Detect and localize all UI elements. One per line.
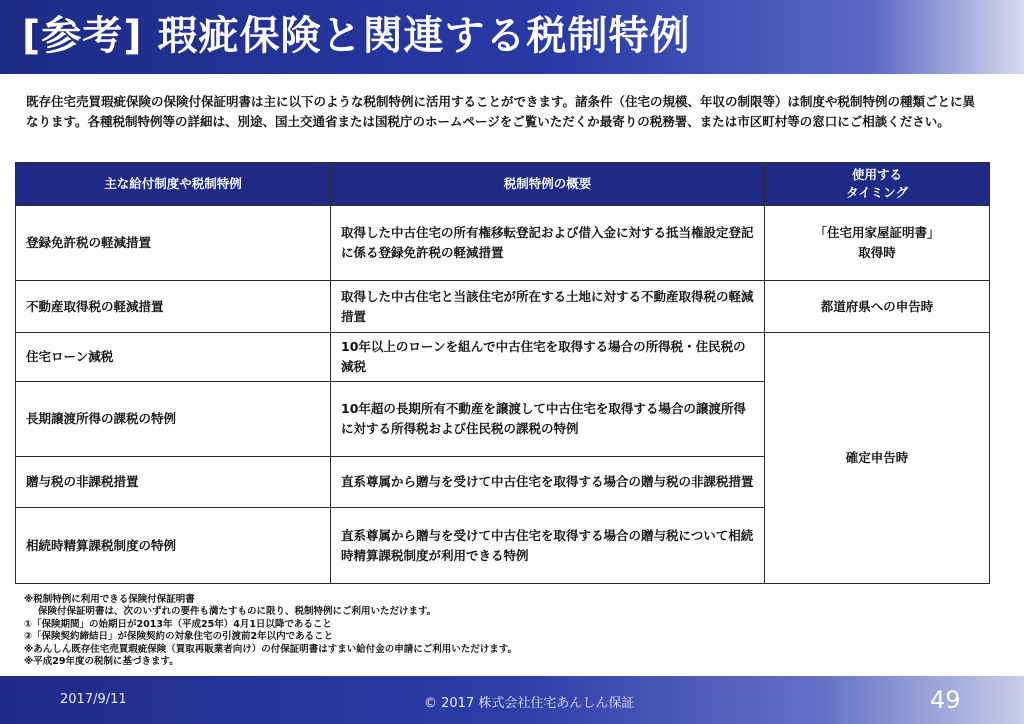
header-timing — [765, 163, 990, 206]
benefit-name: 登録免許税の軽減措置 — [16, 206, 331, 281]
benefit-summary: 10年超の長期所有不動産を譲渡して中古住宅を取得する場合の譲渡所得に対する所得税および住民税の課税の特例 — [331, 382, 765, 457]
benefit-name: 住宅ローン減税 — [16, 333, 331, 382]
timing-cell — [765, 206, 990, 281]
footer-bar — [0, 676, 1024, 724]
title-banner — [0, 0, 1024, 74]
note-line: ※税制特例に利用できる保険付保証明書 — [24, 594, 195, 605]
table-row — [16, 281, 990, 333]
footer-date: 2017/9/11 — [60, 692, 127, 707]
timing-cell-merged: 確定申告時 — [765, 333, 990, 584]
timing-cell: 都道府県への申告時 — [765, 281, 990, 333]
header-benefit: 主な給付制度や税制特例 — [16, 163, 331, 206]
note-line: ※平成29年度の税制に基づきます。 — [24, 656, 179, 668]
timing-line1: 「住宅用家屋証明書」 — [814, 225, 940, 240]
benefit-name: 不動産取得税の軽減措置 — [16, 281, 331, 333]
table-header-row — [16, 163, 990, 206]
benefit-summary: 直系尊属から贈与を受けて中古住宅を取得する場合の贈与税の非課税措置 — [331, 457, 765, 508]
table-row — [16, 333, 990, 382]
benefit-summary: 取得した中古住宅の所有権移転登記および借入金に対する抵当権設定登記に係る登録免許税の軽減措置 — [331, 206, 765, 281]
benefit-name: 贈与税の非課税措置 — [16, 457, 331, 508]
header-timing-line1: 使用する — [851, 167, 902, 182]
benefit-name: 相続時精算課税制度の特例 — [16, 508, 331, 584]
benefit-name: 長期譲渡所得の課税の特例 — [16, 382, 331, 457]
header-summary: 税制特例の概要 — [331, 163, 765, 206]
page-title: [参考] 瑕疵保険と関連する税制特例 — [22, 13, 691, 59]
page-number: 49 — [930, 686, 961, 714]
note-line: ②「保険契約締結日」が保険契約の対象住宅の引渡前2年以内であること — [24, 631, 334, 643]
tax-benefit-table — [15, 162, 990, 584]
note-line: ①「保険期間」の始期日が2013年（平成25年）4月1日以降であること — [24, 618, 332, 630]
header-timing-line2: タイミング — [845, 185, 908, 200]
benefit-summary: 直系尊属から贈与を受けて中古住宅を取得する場合の贈与税について相続時精算課税制度が利用できる特例 — [331, 508, 765, 584]
note-line: ※あんしん既存住宅売買瑕疵保険（買取再販業者向け）の付保証明書はすまい給付金の申請にご利用いただけます。 — [24, 643, 517, 655]
benefit-summary: 取得した中古住宅と当該住宅が所在する土地に対する不動産取得税の軽減措置 — [331, 281, 765, 333]
footnotes — [24, 594, 984, 668]
note-line: 保険付保証明書は、次のいずれの要件も満たすものに限り、税制特例にご利用いただけます。 — [38, 606, 437, 618]
benefit-summary: 10年以上のローンを組んで中古住宅を取得する場合の所得税・住民税の減税 — [331, 333, 765, 382]
table-row — [16, 206, 990, 281]
intro-paragraph: 既存住宅売買瑕疵保険の保険付保証明書は主に以下のような税制特例に活用することができます。諸条件（住宅の規模、年収の制限等）は制度や税制特例の種類ごとに異なります。各種税制特例等の詳細は、別途、国土交通省または国税庁のホームページをご覧いただくか最寄りの税務署、または市区町村等の窓口にご相談ください。 — [26, 94, 976, 129]
timing-line2: 取得時 — [858, 245, 896, 260]
footer-copyright: © 2017 株式会社住宅あんしん保証 — [424, 696, 635, 711]
